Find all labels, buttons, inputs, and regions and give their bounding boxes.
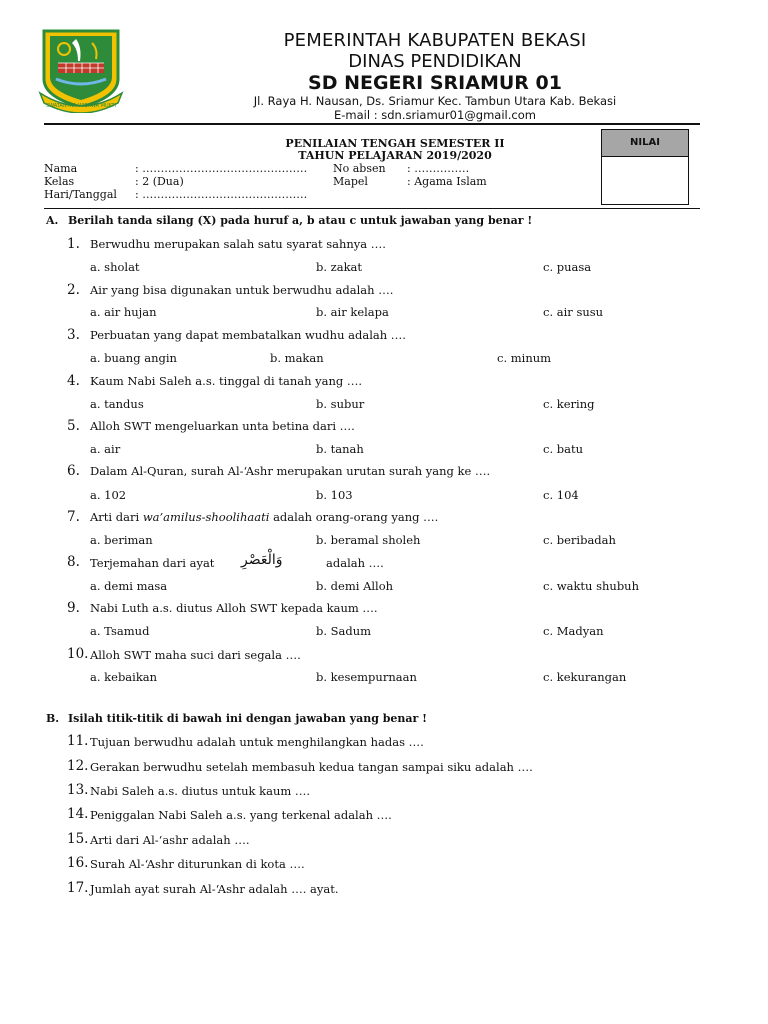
exam-title: PENILAIAN TENGAH SEMESTER II (285, 137, 505, 150)
option-c[interactable]: c. kekurangan (543, 670, 627, 684)
score-box (601, 129, 689, 205)
question-number: 5. (67, 418, 80, 434)
option-a[interactable]: a. tandus (90, 397, 144, 411)
option-c[interactable]: c. minum (497, 351, 552, 365)
option-b[interactable]: b. demi Alloh (316, 579, 394, 593)
option-b[interactable]: b. beramal sholeh (316, 533, 421, 547)
section-a-heading (46, 214, 532, 227)
info-divider (44, 208, 700, 209)
question-number: 17. (67, 880, 89, 896)
option-c[interactable]: c. puasa (543, 260, 592, 274)
question-text: Arti dari wa’amilus-shoolihaati adalah orang-orang yang …. (90, 510, 439, 524)
bekasi-regency-logo (36, 27, 126, 113)
option-a[interactable]: a. sholat (90, 260, 140, 274)
absence-number-label: No absen (333, 162, 386, 175)
option-c[interactable]: c. batu (543, 442, 583, 456)
fill-in-question: Peniggalan Nabi Saleh a.s. yang terkenal adalah …. (90, 808, 392, 822)
question-text: Nabi Luth a.s. diutus Alloh SWT kepada kaum …. (90, 601, 378, 615)
date-field[interactable]: : ……………………………………… (135, 188, 308, 201)
option-c[interactable]: c. 104 (543, 488, 579, 502)
question-number: 4. (67, 373, 80, 389)
svg-text:SWATANTRA WIBAWA MUKTI: SWATANTRA WIBAWA MUKTI (45, 103, 117, 109)
option-a[interactable]: a. 102 (90, 488, 127, 502)
question-number: 9. (67, 600, 80, 616)
question-number: 16. (67, 855, 89, 871)
option-a[interactable]: a. air (90, 442, 121, 456)
name-label: Nama (44, 162, 78, 175)
score-label: NILAI (602, 130, 688, 157)
option-a[interactable]: a. air hujan (90, 305, 157, 319)
question-number: 6. (67, 463, 80, 479)
class-value: : 2 (Dua) (135, 175, 184, 188)
option-a[interactable]: a. demi masa (90, 579, 168, 593)
section-a-letter: A. (46, 214, 59, 227)
section-b-letter: B. (46, 712, 60, 725)
question-number: 14. (67, 806, 89, 822)
option-b[interactable]: b. air kelapa (316, 305, 389, 319)
fill-in-question: Arti dari Al-‘ashr adalah …. (90, 833, 250, 847)
section-b-heading (46, 712, 427, 725)
question-text: Alloh SWT mengeluarkan unta betina dari …. (90, 419, 355, 433)
question-number: 12. (67, 758, 89, 774)
question-number: 10. (67, 646, 89, 662)
section-b-instruction: Isilah titik-titik di bawah ini dengan jawaban yang benar ! (68, 712, 427, 725)
question-number: 3. (67, 327, 80, 343)
class-label: Kelas (44, 175, 75, 188)
subject-label: Mapel (333, 175, 368, 188)
option-a[interactable]: a. buang angin (90, 351, 177, 365)
question-text: Terjemahan dari ayat (90, 556, 215, 570)
question-text: Berwudhu merupakan salah satu syarat sahnya …. (90, 237, 386, 251)
option-b[interactable]: b. makan (270, 351, 324, 365)
option-b[interactable]: b. tanah (316, 442, 364, 456)
school-name: SD NEGERI SRIAMUR 01 (308, 72, 562, 94)
question-number: 15. (67, 831, 89, 847)
option-c[interactable]: c. Madyan (543, 624, 604, 638)
option-a[interactable]: a. beriman (90, 533, 153, 547)
department-name: DINAS PENDIDIKAN (348, 51, 522, 72)
arabic-term-italic: wa’amilus-shoolihaati (142, 510, 270, 524)
option-a[interactable]: a. Tsamud (90, 624, 150, 638)
question-text: Perbuatan yang dapat membatalkan wudhu adalah …. (90, 328, 406, 342)
school-address: Jl. Raya H. Nausan, Ds. Sriamur Kec. Tambun Utara Kab. Bekasi (253, 94, 617, 108)
question-number: 7. (67, 509, 80, 525)
option-b[interactable]: b. Sadum (316, 624, 372, 638)
question-text: Air yang bisa digunakan untuk berwudhu adalah …. (90, 283, 394, 297)
question-text: Kaum Nabi Saleh a.s. tinggal di tanah yang …. (90, 374, 363, 388)
question-number: 1. (67, 236, 80, 252)
question-text-end: adalah …. (326, 556, 384, 570)
school-email: E-mail : sdn.sriamur01@gmail.com (334, 108, 536, 122)
question-text: Dalam Al-Quran, surah Al-‘Ashr merupakan urutan surah yang ke …. (90, 464, 491, 478)
question-text: Alloh SWT maha suci dari segala …. (90, 648, 301, 662)
subject-value: : Agama Islam (407, 175, 487, 188)
fill-in-question: Nabi Saleh a.s. diutus untuk kaum …. (90, 784, 311, 798)
question-number: 8. (67, 554, 80, 570)
option-c[interactable]: c. kering (543, 397, 595, 411)
date-label: Hari/Tanggal (44, 188, 117, 201)
fill-in-question: Tujuan berwudhu adalah untuk menghilangkan hadas …. (90, 735, 424, 749)
section-a-instruction: Berilah tanda silang (X) pada huruf a, b atau c untuk jawaban yang benar ! (68, 214, 533, 227)
question-number: 13. (67, 782, 89, 798)
header-divider (44, 123, 700, 125)
exam-year: TAHUN PELAJARAN 2019/2020 (298, 149, 492, 162)
option-c[interactable]: c. waktu shubuh (543, 579, 639, 593)
question-number: 2. (67, 282, 80, 298)
fill-in-question: Gerakan berwudhu setelah membasuh kedua tangan sampai siku adalah …. (90, 760, 533, 774)
option-b[interactable]: b. kesempurnaan (316, 670, 417, 684)
arabic-verse: وَالْعَصْرِ (241, 552, 283, 568)
option-c[interactable]: c. air susu (543, 305, 604, 319)
option-b[interactable]: b. 103 (316, 488, 353, 502)
question-number: 11. (67, 733, 89, 749)
option-b[interactable]: b. zakat (316, 260, 363, 274)
fill-in-question: Jumlah ayat surah Al-‘Ashr adalah …. ayat. (90, 882, 339, 896)
option-c[interactable]: c. beribadah (543, 533, 616, 547)
government-name: PEMERINTAH KABUPATEN BEKASI (283, 30, 587, 51)
name-field[interactable]: : ……………………………………… (135, 162, 308, 175)
fill-in-question: Surah Al-‘Ashr diturunkan di kota …. (90, 857, 305, 871)
absence-number-field[interactable]: : …………… (407, 162, 470, 175)
option-b[interactable]: b. subur (316, 397, 365, 411)
option-a[interactable]: a. kebaikan (90, 670, 158, 684)
